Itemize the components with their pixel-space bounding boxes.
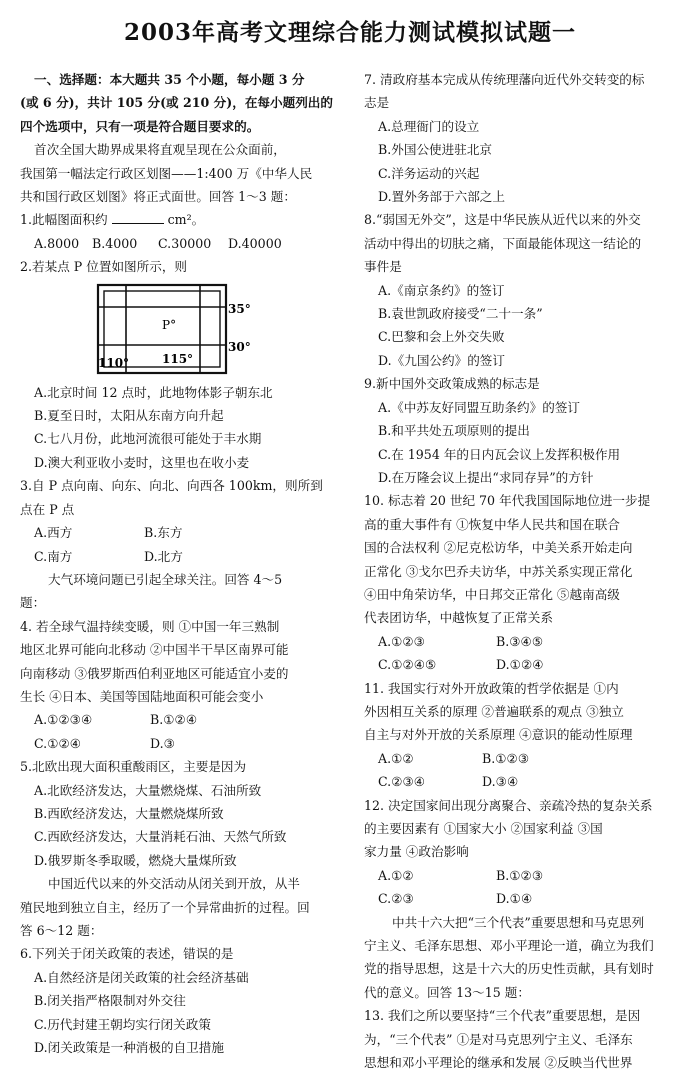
question-11-options [364, 747, 682, 770]
question-8-stem: 事件是 [364, 259, 402, 275]
option: B.4000 [92, 235, 138, 251]
option: C.①②④⑤ [378, 657, 437, 673]
option: D.40000 [228, 235, 282, 251]
option: B.①②④ [150, 712, 198, 728]
question-7-stem: 7. 清政府基本完成从传统理藩向近代外交转变的标 [364, 72, 645, 87]
question-12-options [364, 887, 682, 910]
question-8-stem: 活动中得出的切肤之痛，下面最能体现这一结论的 [364, 235, 642, 251]
passage-line: 中共十六大把“三个代表”重要思想和马克思列 [392, 914, 645, 930]
passage-line: 我国第一幅法定行政区划图——1:400 万《中华人民 [20, 165, 313, 181]
question-6-stem: 6.下列关于闭关政策的表述，错误的是 [20, 946, 234, 962]
question-8-stem: 8.“弱国无外交”，这是中华民族从近代以来的外交 [364, 212, 641, 228]
passage-line: 殖民地到独立自主，经历了一个异常曲折的过程。回 [20, 899, 310, 915]
option: C.西欧经济发达，大量消耗石油、天然气所致 [34, 829, 287, 845]
question-11-stem: 外因相互关系的原理 ②普遍联系的观点 ③独立 [364, 703, 624, 719]
option: A.西方 [34, 525, 73, 541]
question-4-options [20, 708, 343, 731]
question-10-stem: 正常化 ③戈尔巴乔夫访华，中苏关系实现正常化 [364, 563, 633, 579]
option: B.夏至日时，太阳从东南方向升起 [34, 408, 224, 424]
option: B.西欧经济发达，大量燃烧煤所致 [34, 805, 224, 821]
section-intro-line: (或 6 分)，共计 105 分(或 210 分)，在每小题列出的 [20, 95, 333, 111]
question-9-stem: 9.新中国外交政策成熟的标志是 [364, 376, 540, 392]
option: D.澳大利亚收小麦时，这里也在收小麦 [34, 454, 250, 470]
point-p-label: P° [162, 317, 177, 332]
question-12-stem: 家力量 ④政治影响 [364, 844, 469, 860]
lon-label-115: 115° [162, 351, 194, 366]
option: A.①② [378, 750, 414, 766]
option: A.北京时间 12 点时，此地物体影子朝东北 [34, 384, 273, 400]
question-1-stem-b: cm²。 [167, 212, 205, 228]
question-4-stem: 向南移动 ③俄罗斯西伯利亚地区可能适宜小麦的 [20, 665, 289, 681]
question-1-stem [20, 208, 343, 231]
passage-line: 中国近代以来的外交活动从闭关到开放，从半 [48, 876, 300, 892]
option: B.①②③ [482, 750, 530, 766]
passage-line: 共和国行政区划图》将正式面世。回答 1～3 题： [20, 189, 296, 205]
question-5-stem: 5.北欧出现大面积重酸雨区，主要是因为 [20, 759, 247, 775]
option: D.在万隆会议上提出“求同存异”的方针 [378, 469, 594, 485]
question-11-stem: 自主与对外开放的关系原理 ④意识的能动性原理 [364, 727, 633, 743]
passage-line: 宁主义、毛泽东思想、邓小平理论一道，确立为我们 [364, 938, 654, 954]
option: A.总理衙门的设立 [378, 118, 480, 134]
option: D.俄罗斯冬季取暖，燃烧大量煤所致 [34, 852, 237, 868]
question-13-stem: 为，“三个代表” ①是对马克思列宁主义、毛泽东 [364, 1031, 633, 1047]
option: A.①②③ [378, 633, 425, 649]
question-7-stem: 志是 [364, 95, 390, 111]
question-10-stem: 代表团访华，中越恢复了正常关系 [364, 610, 553, 626]
option: B.东方 [144, 525, 183, 541]
section-intro-line: 四个选项中，只有一项是符合题目要求的。 [20, 118, 260, 134]
question-12-options [364, 864, 682, 887]
question-4-stem: 生长 ④日本、美国等国陆地面积可能会变小 [20, 688, 264, 704]
right-column [364, 68, 682, 1074]
question-10-options [364, 630, 682, 653]
question-11-options [364, 770, 682, 793]
option: D.闭关政策是一种消极的自卫措施 [34, 1040, 224, 1056]
answer-blank [112, 211, 164, 224]
option: B.①②③ [496, 867, 544, 883]
option: C.②③④ [378, 774, 426, 790]
option: B.和平共处五项原则的提出 [378, 423, 530, 439]
left-column [20, 68, 343, 1059]
lat-lon-grid-figure [20, 283, 260, 377]
passage-line: 答 6～12 题： [20, 923, 103, 938]
question-4-stem: 地区北界可能向北移动 ②中国半干旱区南界可能 [20, 642, 289, 658]
option: A.北欧经济发达，大量燃烧煤、石油所致 [34, 782, 262, 798]
passage-line: 代的意义。回答 13～15 题： [364, 984, 530, 1000]
passage-line: 题： [20, 595, 46, 611]
question-10-stem: 高的重大事件有 ①恢复中华人民共和国在联合 [364, 516, 620, 532]
lat-label-35: 35° [228, 301, 251, 316]
option: C.七八月份，此地河流很可能处于丰水期 [34, 431, 262, 447]
option: B.闭关指严格限制对外交往 [34, 993, 186, 1009]
grid-diagram [20, 283, 343, 377]
option: B.外国公使进驻北京 [378, 142, 493, 158]
option: D.置外务部于六部之上 [378, 189, 505, 205]
question-4-stem: 4. 若全球气温持续变暖，则 ①中国一年三熟制 [20, 618, 280, 634]
option: C.南方 [34, 548, 73, 564]
option: D.③ [150, 735, 175, 751]
option: A.《中苏友好同盟互助条约》的签订 [378, 399, 581, 415]
question-3-options [20, 521, 343, 544]
option: A.《南京条约》的签订 [378, 282, 505, 298]
question-1-options [20, 232, 343, 255]
question-10-stem: 国的合法权利 ②尼克松访华，中美关系开始走向 [364, 540, 633, 556]
passage-line: 党的指导思想，这是十六大的历史性贡献，具有划时 [364, 961, 654, 977]
option: C.历代封建王朝均实行闭关政策 [34, 1016, 211, 1032]
option: B.③④⑤ [496, 633, 544, 649]
question-10-stem: 10. 标志着 20 世纪 70 年代我国国际地位进一步提 [364, 493, 651, 509]
question-13-stem: 13. 我们之所以要坚持“三个代表”重要思想，是因 [364, 1008, 641, 1024]
option: C.在 1954 年的日内瓦会议上发挥积极作用 [378, 446, 621, 462]
question-1-stem-a: 1.此幅图面积约 [20, 212, 108, 228]
option: A.①②③④ [34, 712, 93, 728]
question-12-stem: 的主要因素有 ①国家大小 ②国家利益 ③国 [364, 821, 603, 836]
lon-label-110: 110° [98, 355, 130, 370]
option: D.《九国公约》的签订 [378, 352, 505, 368]
question-11-stem: 11. 我国实行对外开放政策的哲学依据是 ①内 [364, 680, 619, 696]
question-3-options [20, 545, 343, 568]
question-13-stem: 思想和邓小平理论的继承和发展 ②反映当代世界 [364, 1055, 633, 1071]
question-4-options [20, 732, 343, 755]
option: D.①④ [496, 891, 533, 907]
passage-line: 首次全国大勘界成果将直观呈现在公众面前， [34, 142, 286, 158]
passage-line: 大气环境问题已引起全球关注。回答 4～5 [48, 571, 283, 587]
question-12-stem: 12. 决定国家间出现分离聚合、亲疏冷热的复杂关系 [364, 797, 653, 813]
option: B.袁世凯政府接受“二十一条” [378, 306, 543, 322]
option: C.30000 [158, 235, 212, 251]
question-10-options [364, 653, 682, 676]
option: C.②③ [378, 891, 414, 907]
option: C.巴黎和会上外交失败 [378, 329, 505, 345]
option: A.①② [378, 867, 414, 883]
option: D.①②④ [496, 657, 544, 673]
option: C.①②④ [34, 735, 82, 751]
option: C.洋务运动的兴起 [378, 165, 480, 181]
section-intro-line: 一、选择题：本大题共 35 个小题，每小题 3 分 [34, 72, 305, 87]
option: A.8000 [34, 235, 80, 251]
question-10-stem: ④田中角荣访华，中日邦交正常化 ⑤越南高级 [364, 586, 620, 602]
lat-label-30: 30° [228, 339, 251, 354]
question-2-stem: 2.若某点 P 位置如图所示，则 [20, 259, 188, 275]
option: D.③④ [482, 774, 519, 790]
option: D.北方 [144, 548, 183, 564]
question-3-stem: 点在 P 点 [20, 501, 75, 517]
question-3-stem: 3.自 P 点向南、向东、向北、向西各 100km，则所到 [20, 478, 323, 494]
page-title: 2003年高考文理综合能力测试模拟试题一 [123, 19, 576, 46]
option: A.自然经济是闭关政策的社会经济基础 [34, 969, 249, 985]
